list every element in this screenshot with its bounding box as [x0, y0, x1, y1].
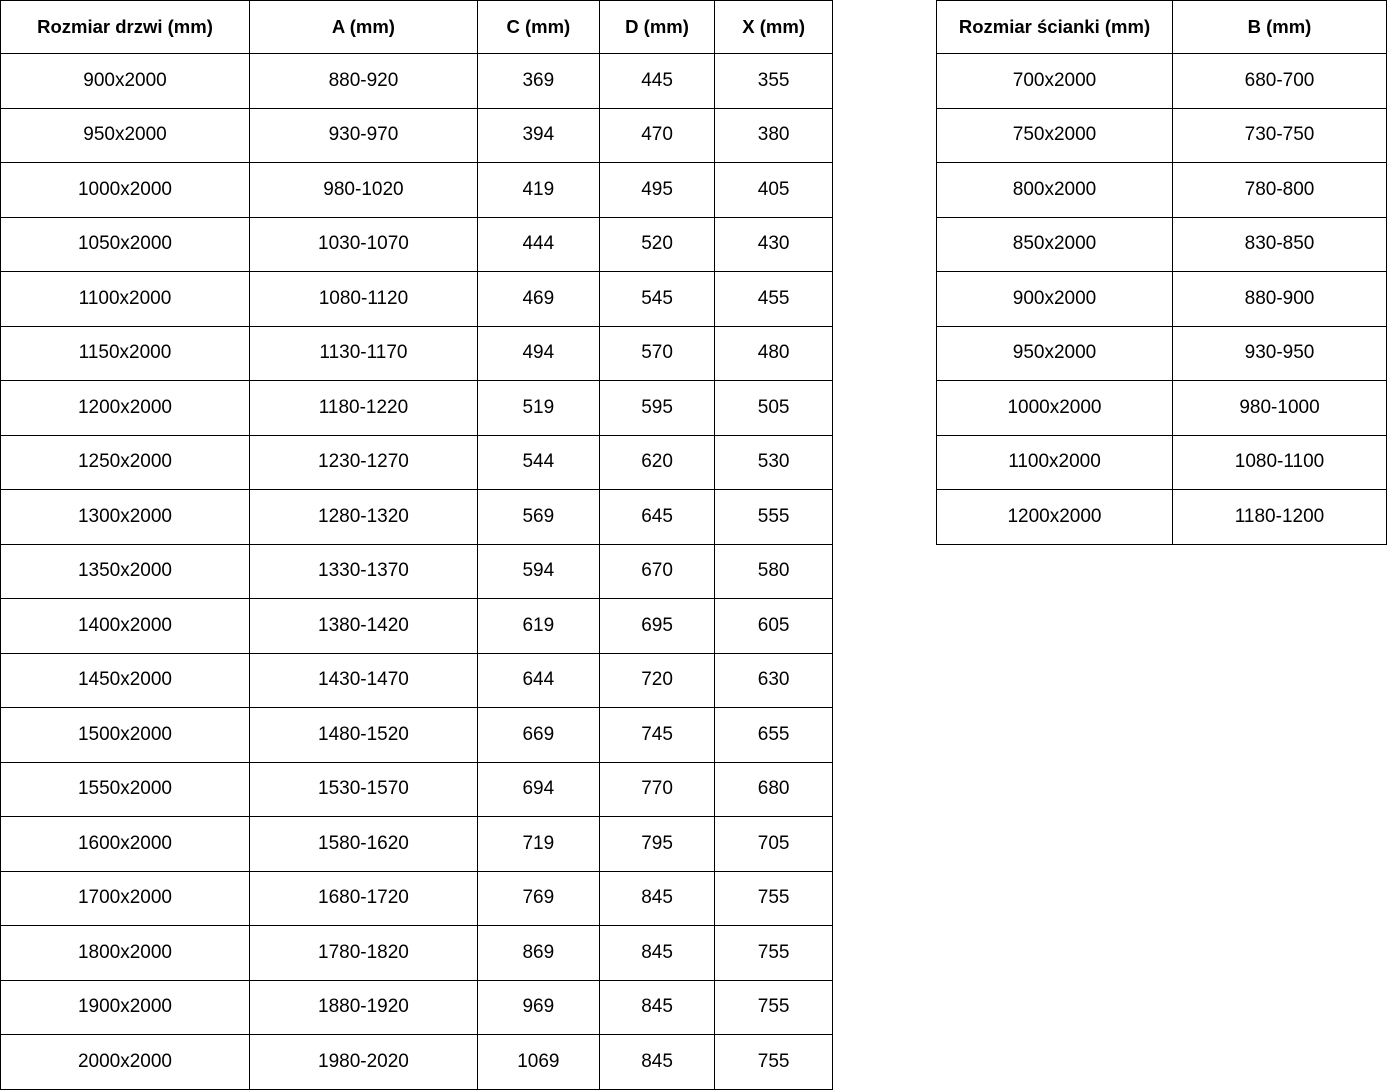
cell-x: 705 — [715, 817, 833, 872]
table-header-row — [937, 1, 1387, 54]
cell-a: 1880-1920 — [249, 980, 477, 1035]
table-row — [1, 435, 833, 490]
cell-d: 620 — [599, 435, 715, 490]
cell-d: 745 — [599, 708, 715, 763]
cell-a: 1180-1220 — [249, 381, 477, 436]
table-row — [937, 163, 1387, 218]
cell-c: 469 — [477, 272, 599, 327]
cell-a: 1680-1720 — [249, 871, 477, 926]
table-row — [1, 653, 833, 708]
cell-c: 1069 — [477, 1035, 599, 1090]
cell-c: 444 — [477, 217, 599, 272]
cell-c: 594 — [477, 544, 599, 599]
cell-wall-size: 850x2000 — [937, 217, 1173, 272]
cell-x: 430 — [715, 217, 833, 272]
cell-x: 755 — [715, 980, 833, 1035]
cell-wall-size: 750x2000 — [937, 108, 1173, 163]
cell-door-size: 1550x2000 — [1, 762, 250, 817]
table-row — [1, 54, 833, 109]
cell-d: 520 — [599, 217, 715, 272]
cell-door-size: 900x2000 — [1, 54, 250, 109]
cell-x: 755 — [715, 1035, 833, 1090]
cell-a: 1580-1620 — [249, 817, 477, 872]
cell-door-size: 1200x2000 — [1, 381, 250, 436]
cell-d: 770 — [599, 762, 715, 817]
cell-x: 380 — [715, 108, 833, 163]
cell-x: 355 — [715, 54, 833, 109]
column-header-d: D (mm) — [599, 1, 715, 54]
cell-a: 1130-1170 — [249, 326, 477, 381]
column-header-a: A (mm) — [249, 1, 477, 54]
cell-door-size: 1050x2000 — [1, 217, 250, 272]
cell-c: 419 — [477, 163, 599, 218]
cell-a: 1530-1570 — [249, 762, 477, 817]
table-row — [1, 108, 833, 163]
table-row — [937, 381, 1387, 436]
door-table-header — [1, 1, 833, 54]
cell-d: 845 — [599, 980, 715, 1035]
table-row — [1, 762, 833, 817]
cell-b: 980-1000 — [1173, 381, 1387, 436]
column-header-wall-size: Rozmiar ścianki (mm) — [937, 1, 1173, 54]
column-header-c: C (mm) — [477, 1, 599, 54]
cell-a: 980-1020 — [249, 163, 477, 218]
cell-b: 880-900 — [1173, 272, 1387, 327]
cell-x: 680 — [715, 762, 833, 817]
cell-door-size: 1900x2000 — [1, 980, 250, 1035]
cell-b: 930-950 — [1173, 326, 1387, 381]
cell-door-size: 1300x2000 — [1, 490, 250, 545]
cell-a: 1030-1070 — [249, 217, 477, 272]
cell-d: 495 — [599, 163, 715, 218]
cell-x: 755 — [715, 926, 833, 981]
cell-wall-size: 900x2000 — [937, 272, 1173, 327]
cell-c: 694 — [477, 762, 599, 817]
table-row — [1, 599, 833, 654]
cell-d: 845 — [599, 1035, 715, 1090]
cell-d: 645 — [599, 490, 715, 545]
cell-door-size: 1000x2000 — [1, 163, 250, 218]
cell-b: 1180-1200 — [1173, 490, 1387, 545]
cell-door-size: 1700x2000 — [1, 871, 250, 926]
cell-c: 619 — [477, 599, 599, 654]
column-header-x: X (mm) — [715, 1, 833, 54]
cell-wall-size: 1200x2000 — [937, 490, 1173, 545]
cell-x: 505 — [715, 381, 833, 436]
table-row — [937, 326, 1387, 381]
cell-x: 405 — [715, 163, 833, 218]
table-row — [1, 217, 833, 272]
wall-table-body — [937, 54, 1387, 545]
table-row — [1, 708, 833, 763]
table-row — [937, 217, 1387, 272]
cell-b: 780-800 — [1173, 163, 1387, 218]
cell-c: 869 — [477, 926, 599, 981]
cell-door-size: 950x2000 — [1, 108, 250, 163]
cell-d: 595 — [599, 381, 715, 436]
cell-a: 1430-1470 — [249, 653, 477, 708]
cell-wall-size: 1100x2000 — [937, 435, 1173, 490]
table-row — [1, 926, 833, 981]
cell-b: 730-750 — [1173, 108, 1387, 163]
cell-door-size: 1600x2000 — [1, 817, 250, 872]
table-row — [1, 326, 833, 381]
cell-c: 769 — [477, 871, 599, 926]
cell-a: 1380-1420 — [249, 599, 477, 654]
cell-door-size: 1250x2000 — [1, 435, 250, 490]
table-row — [1, 544, 833, 599]
cell-a: 1330-1370 — [249, 544, 477, 599]
cell-d: 845 — [599, 871, 715, 926]
cell-x: 580 — [715, 544, 833, 599]
cell-c: 644 — [477, 653, 599, 708]
column-header-door-size: Rozmiar drzwi (mm) — [1, 1, 250, 54]
cell-a: 1780-1820 — [249, 926, 477, 981]
table-header-row — [1, 1, 833, 54]
table-row — [1, 272, 833, 327]
cell-door-size: 2000x2000 — [1, 1035, 250, 1090]
cell-a: 1980-2020 — [249, 1035, 477, 1090]
cell-b: 830-850 — [1173, 217, 1387, 272]
table-row — [1, 980, 833, 1035]
cell-d: 670 — [599, 544, 715, 599]
cell-a: 1230-1270 — [249, 435, 477, 490]
table-row — [937, 54, 1387, 109]
cell-wall-size: 950x2000 — [937, 326, 1173, 381]
cell-c: 569 — [477, 490, 599, 545]
cell-d: 845 — [599, 926, 715, 981]
cell-c: 394 — [477, 108, 599, 163]
table-row — [1, 381, 833, 436]
cell-c: 969 — [477, 980, 599, 1035]
cell-c: 519 — [477, 381, 599, 436]
wall-size-table — [936, 0, 1387, 545]
cell-a: 1480-1520 — [249, 708, 477, 763]
cell-d: 720 — [599, 653, 715, 708]
cell-door-size: 1500x2000 — [1, 708, 250, 763]
cell-b: 680-700 — [1173, 54, 1387, 109]
cell-c: 494 — [477, 326, 599, 381]
cell-x: 530 — [715, 435, 833, 490]
cell-x: 455 — [715, 272, 833, 327]
cell-d: 570 — [599, 326, 715, 381]
cell-x: 630 — [715, 653, 833, 708]
cell-door-size: 1800x2000 — [1, 926, 250, 981]
cell-wall-size: 800x2000 — [937, 163, 1173, 218]
cell-door-size: 1400x2000 — [1, 599, 250, 654]
cell-a: 1280-1320 — [249, 490, 477, 545]
table-row — [937, 435, 1387, 490]
table-row — [1, 163, 833, 218]
wall-table-header — [937, 1, 1387, 54]
table-row — [937, 272, 1387, 327]
cell-a: 930-970 — [249, 108, 477, 163]
column-header-b: B (mm) — [1173, 1, 1387, 54]
cell-c: 544 — [477, 435, 599, 490]
table-gap — [833, 0, 936, 1]
cell-door-size: 1150x2000 — [1, 326, 250, 381]
cell-wall-size: 1000x2000 — [937, 381, 1173, 436]
cell-d: 695 — [599, 599, 715, 654]
cell-d: 545 — [599, 272, 715, 327]
table-row — [1, 817, 833, 872]
door-table-body — [1, 54, 833, 1090]
table-row — [937, 490, 1387, 545]
cell-x: 480 — [715, 326, 833, 381]
cell-x: 555 — [715, 490, 833, 545]
cell-b: 1080-1100 — [1173, 435, 1387, 490]
cell-d: 795 — [599, 817, 715, 872]
table-row — [1, 871, 833, 926]
cell-c: 369 — [477, 54, 599, 109]
cell-c: 719 — [477, 817, 599, 872]
cell-a: 1080-1120 — [249, 272, 477, 327]
cell-d: 445 — [599, 54, 715, 109]
cell-door-size: 1100x2000 — [1, 272, 250, 327]
cell-door-size: 1450x2000 — [1, 653, 250, 708]
cell-d: 470 — [599, 108, 715, 163]
cell-x: 755 — [715, 871, 833, 926]
cell-a: 880-920 — [249, 54, 477, 109]
cell-x: 655 — [715, 708, 833, 763]
table-row — [937, 108, 1387, 163]
table-row — [1, 490, 833, 545]
cell-wall-size: 700x2000 — [937, 54, 1173, 109]
cell-door-size: 1350x2000 — [1, 544, 250, 599]
cell-x: 605 — [715, 599, 833, 654]
cell-c: 669 — [477, 708, 599, 763]
